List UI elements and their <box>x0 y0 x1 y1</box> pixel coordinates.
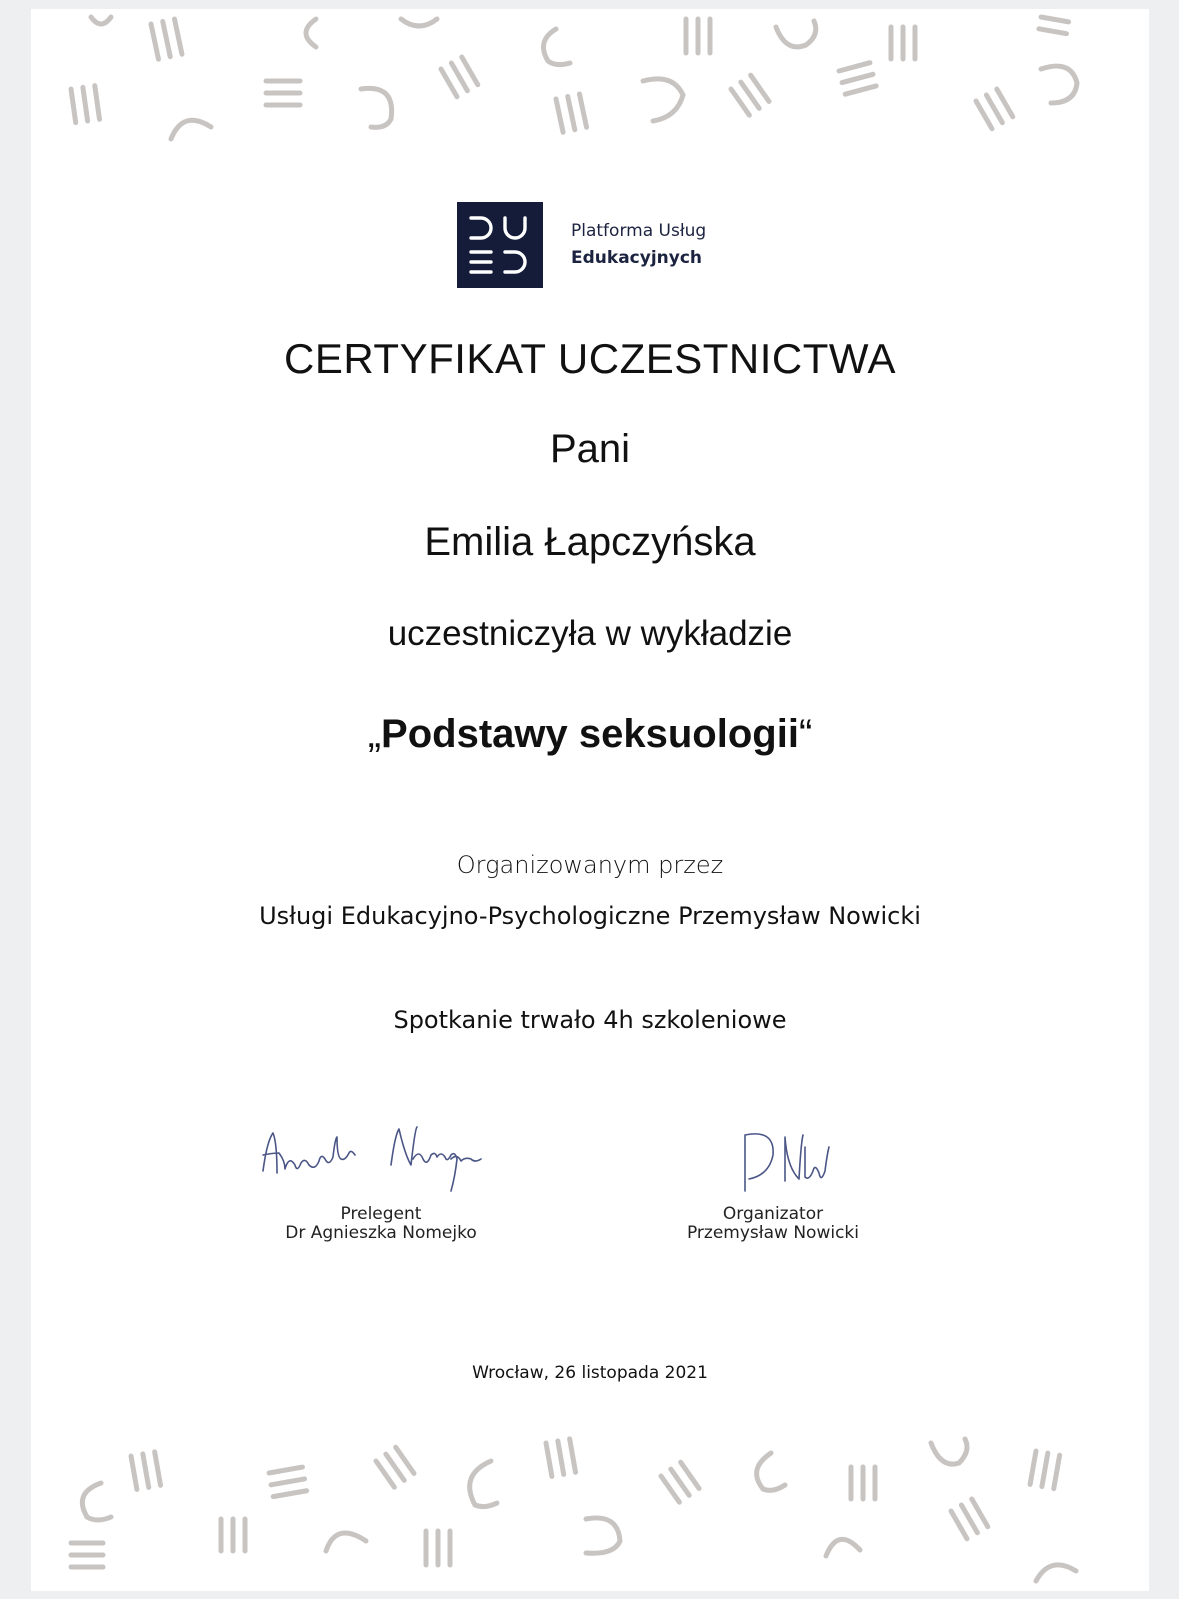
recipient-name: Emilia Łapczyńska <box>424 520 756 564</box>
logo-line-2: Edukacyjnych <box>571 248 703 268</box>
lecturer-name: Dr Agnieszka Nomejko <box>285 1223 477 1243</box>
logo-mark-icon <box>457 202 543 288</box>
course-title <box>31 712 1149 757</box>
pattern-glyphs-top <box>31 9 1149 159</box>
signature-organizer-icon <box>643 1121 903 1199</box>
participation-text: uczestniczyła w wykładzie <box>387 614 793 653</box>
course-open-quote: „ <box>367 712 382 756</box>
decorative-pattern-bottom <box>31 1431 1149 1591</box>
certificate-page <box>31 9 1149 1591</box>
organizer-role: Organizator <box>722 1204 824 1224</box>
pattern-glyphs-bottom <box>31 1431 1149 1591</box>
duration-text: Spotkanie trwało 4h szkoleniowe <box>393 1006 787 1034</box>
signature-lecturer-icon <box>251 1121 511 1199</box>
signature-block-organizer <box>643 1121 903 1243</box>
certificate-title: CERTYFIKAT UCZESTNICTWA <box>284 335 896 382</box>
logo-text <box>571 218 706 272</box>
decorative-pattern-top <box>31 9 1149 159</box>
signature-block-lecturer <box>251 1121 511 1243</box>
salutation: Pani <box>549 427 631 471</box>
organizer-company: Usługi Edukacyjno-Psychologiczne Przemysław Nowicki <box>259 902 921 930</box>
place-and-date: Wrocław, 26 listopada 2021 <box>472 1363 708 1383</box>
course-name: Podstawy seksuologii <box>381 712 799 756</box>
organizer-name: Przemysław Nowicki <box>686 1223 860 1243</box>
course-close-quote: “ <box>798 712 813 756</box>
platform-logo <box>457 202 706 288</box>
lecturer-role: Prelegent <box>340 1204 422 1224</box>
logo-line-1: Platforma Usług <box>571 221 707 241</box>
organized-by-label: Organizowanym przez <box>456 851 724 879</box>
